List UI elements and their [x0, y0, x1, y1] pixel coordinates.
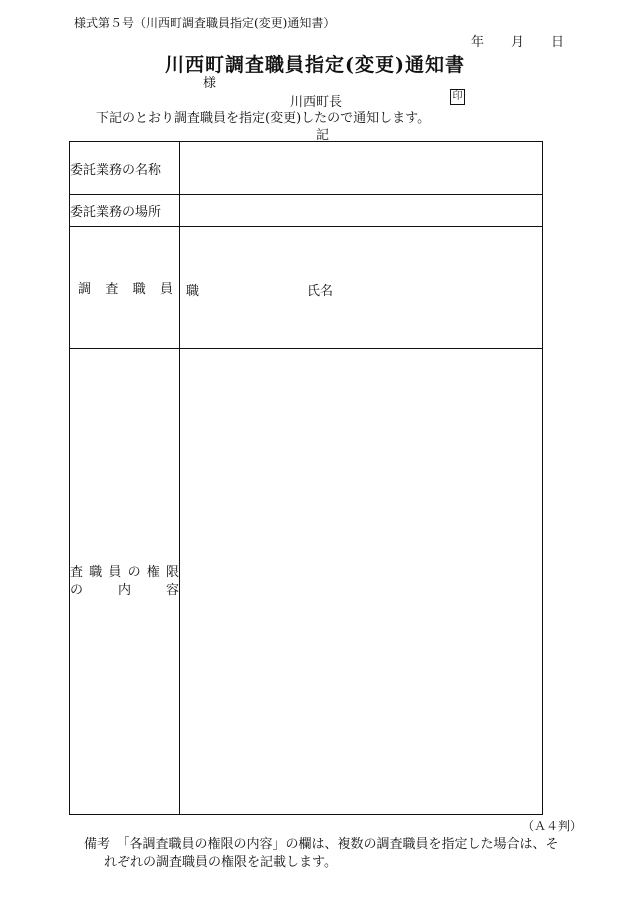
project-name-field[interactable]	[180, 142, 543, 195]
name-label: 氏名	[307, 284, 334, 299]
row-label-project-location: 委託業務の場所	[70, 195, 180, 227]
date-year-label: 年	[471, 35, 485, 50]
form-number: 様式第５号（川西町調査職員指定(変更)通知書）	[74, 16, 336, 30]
staff-label-char: 職	[132, 282, 146, 297]
table-row	[70, 142, 543, 195]
authority-label-char: 査	[70, 564, 84, 580]
authority-label-char: の	[127, 564, 141, 580]
paper-size-note: （Ａ４判）	[522, 819, 583, 833]
staff-label-char: 査	[105, 282, 119, 297]
date-day-label: 日	[551, 35, 565, 50]
staff-label-char: 調	[78, 282, 92, 297]
authority-label-char: 員	[108, 564, 122, 580]
remarks-line-1: 備考 「各調査職員の権限の内容」の欄は、複数の調査職員を指定した場合は、そ	[84, 837, 559, 852]
intro-text: 下記のとおり調査職員を指定(変更)したので通知します。	[96, 111, 431, 126]
addressee-suffix: 様	[203, 76, 217, 91]
row-label-authority	[70, 349, 180, 815]
staff-field[interactable]	[180, 227, 543, 349]
row-label-project-name: 委託業務の名称	[70, 142, 180, 195]
project-location-field[interactable]	[180, 195, 543, 227]
row-label-staff	[70, 227, 180, 349]
authority-label-char: 権	[146, 564, 160, 580]
sender-name: 川西町長	[290, 95, 343, 110]
authority-label-char: 職	[89, 564, 103, 580]
authority-field[interactable]	[180, 349, 543, 815]
ki-heading: 記	[316, 128, 330, 143]
staff-label-char: 員	[159, 282, 173, 297]
position-label: 職	[186, 284, 200, 299]
table-row	[70, 227, 543, 349]
seal-mark: 印	[450, 89, 465, 105]
table-row	[70, 195, 543, 227]
document-title: 川西町調査職員指定(変更)通知書	[165, 54, 465, 76]
date-month-label: 月	[511, 35, 525, 50]
form-table	[69, 141, 543, 815]
table-row	[70, 349, 543, 815]
remarks-line-2: れぞれの調査職員の権限を記載します。	[104, 855, 337, 870]
authority-label-char: 限	[165, 564, 179, 580]
authority-label-char: の	[70, 582, 84, 598]
authority-label-char: 内	[117, 582, 131, 598]
authority-label-char: 容	[165, 582, 179, 598]
